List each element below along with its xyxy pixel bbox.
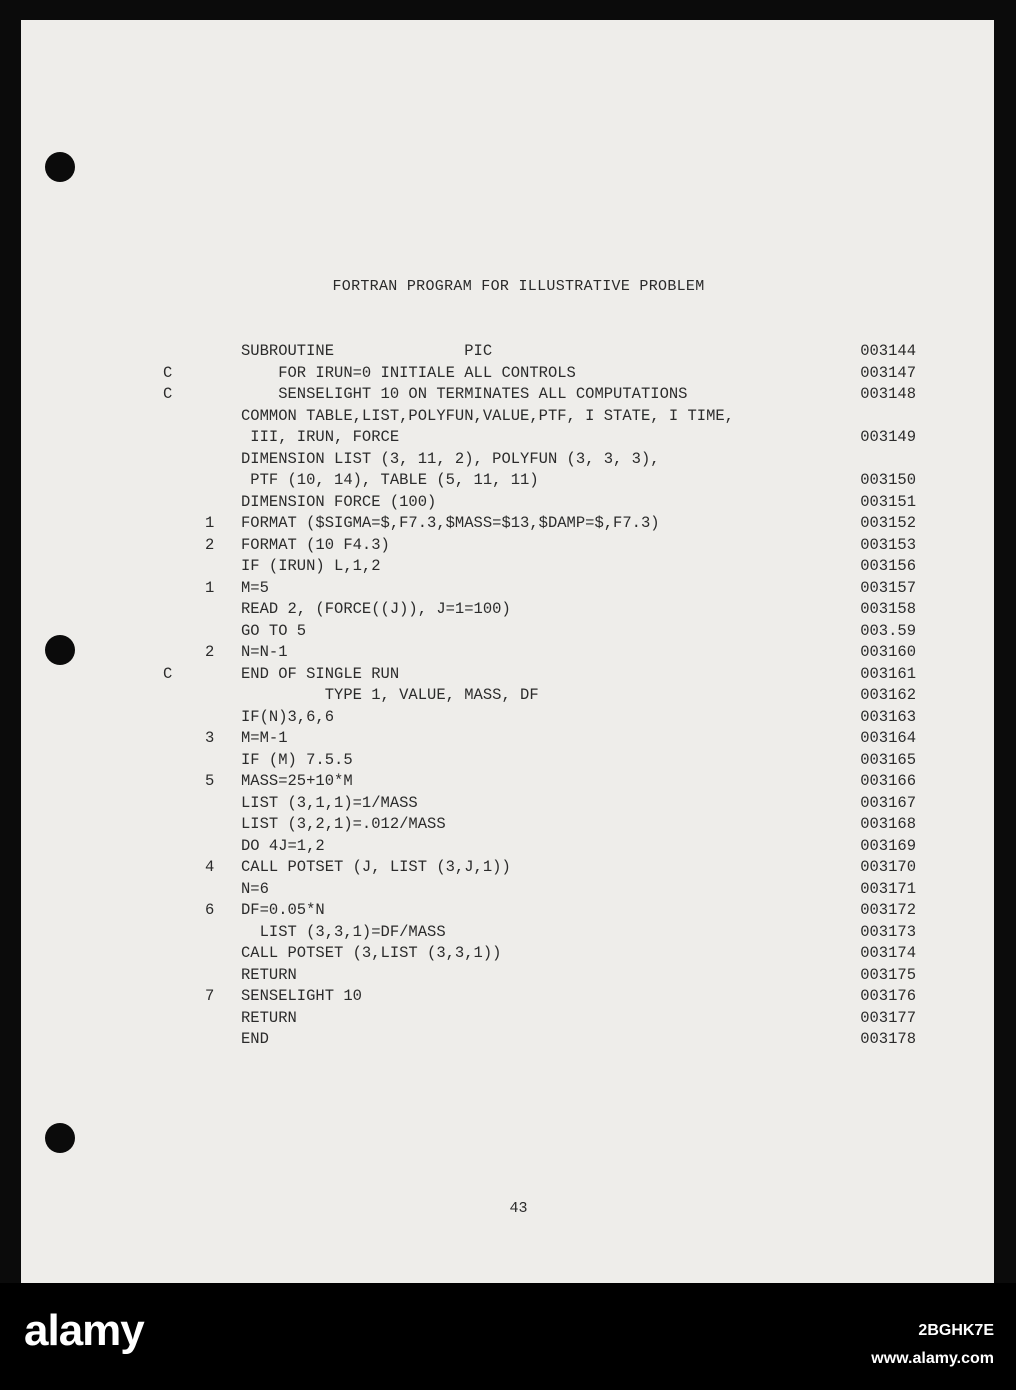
statement-text: LIST (3,3,1)=DF/MASS [241,922,446,941]
code-line [21,923,994,944]
site-url: www.alamy.com [871,1350,994,1367]
sequence-number: 003169 [860,836,916,855]
statement-text: SENSELIGHT 10 ON TERMINATES ALL COMPUTATIONS [241,385,688,403]
statement-text: DO 4J=1,2 [241,836,325,855]
code-line [21,987,994,1008]
statement-text: DIMENSION FORCE (100) [241,492,437,511]
sequence-number: 003177 [860,1008,916,1027]
statement-text: IF (IRUN) L,1,2 [241,557,381,575]
brand-logo: alamy [24,1306,144,1355]
statement-text: FOR IRUN=0 INITIALE ALL CONTROLS [241,363,576,382]
sequence-number: 003172 [860,901,916,919]
statement-text: END [241,1030,269,1048]
statement-label: 1 [205,514,215,532]
punch-hole [45,1123,75,1153]
code-line [21,643,994,664]
page-title: FORTRAN PROGRAM FOR ILLUSTRATIVE PROBLEM [332,278,705,295]
sequence-number: 003164 [860,729,916,747]
sequence-number: 003166 [860,772,916,790]
sequence-number: 003.59 [860,621,916,640]
statement-text: FORMAT ($SIGMA=$,F7.3,$MASS=$13,$DAMP=$,F7.3) [241,514,660,532]
statement-text: FORMAT (10 F4.3) [241,535,390,554]
code-line [21,944,994,965]
code-line [21,385,994,406]
statement-text: IF(N)3,6,6 [241,707,335,726]
code-line [21,686,994,707]
image-id: 2BGHK7E [918,1322,994,1339]
sequence-number: 003176 [860,987,916,1005]
sequence-number: 003170 [860,858,916,876]
code-line [21,708,994,729]
statement-label: 2 [205,643,215,661]
code-line [21,600,994,621]
code-line [21,815,994,836]
statement-text: COMMON TABLE,LIST,POLYFUN,VALUE,PTF, I STATE, I TIME, [241,406,734,425]
sequence-number: 003171 [860,879,916,898]
statement-text: M=5 [241,578,269,597]
sequence-number: 003168 [860,815,916,833]
statement-label: 2 [205,535,215,554]
sequence-number: 003157 [860,578,916,597]
watermark-bar [0,1283,1016,1390]
sequence-number: 003161 [860,664,916,683]
statement-text: LIST (3,2,1)=.012/MASS [241,815,446,833]
statement-text: RETURN [241,1008,297,1027]
code-line [21,729,994,750]
code-line [21,579,994,600]
comment-marker: C [163,664,173,683]
statement-text: PTF (10, 14), TABLE (5, 11, 11) [241,471,539,489]
sequence-number: 003175 [860,965,916,984]
sequence-number: 003163 [860,707,916,726]
sequence-number: 003152 [860,514,916,532]
code-line [21,901,994,922]
sequence-number: 003167 [860,793,916,812]
sequence-number: 003173 [860,922,916,941]
statement-text: MASS=25+10*M [241,772,353,790]
code-line [21,364,994,385]
statement-text: DIMENSION LIST (3, 11, 2), POLYFUN (3, 3, 3), [241,449,660,468]
sequence-number: 003150 [860,471,916,489]
page-number: 43 [509,1200,528,1217]
code-line [21,858,994,879]
statement-text: DF=0.05*N [241,901,325,919]
sequence-number: 003156 [860,557,916,575]
code-line [21,880,994,901]
sequence-number: 003147 [860,363,916,382]
sequence-number: 003160 [860,643,916,661]
statement-text: N=6 [241,879,269,898]
code-line [21,342,994,363]
punch-hole [45,152,75,182]
statement-text: RETURN [241,965,297,984]
statement-label: 5 [205,772,215,790]
statement-label: 7 [205,987,215,1005]
document-page [21,20,994,1283]
statement-text: III, IRUN, FORCE [241,428,400,446]
sequence-number: 003158 [860,600,916,618]
statement-text: N=N-1 [241,643,288,661]
code-line [21,493,994,514]
comment-marker: C [163,385,173,403]
statement-text: CALL POTSET (J, LIST (3,J,1)) [241,858,511,876]
code-line [21,471,994,492]
code-line [21,622,994,643]
code-line [21,966,994,987]
statement-text: SENSELIGHT 10 [241,987,362,1005]
sequence-number: 003165 [860,750,916,769]
statement-text: CALL POTSET (3,LIST (3,3,1)) [241,944,502,962]
sequence-number: 003151 [860,492,916,511]
statement-label: 4 [205,858,215,876]
statement-text: READ 2, (FORCE((J)), J=1=100) [241,600,511,618]
statement-label: 3 [205,729,215,747]
code-line [21,407,994,428]
statement-text: M=M-1 [241,729,288,747]
statement-text: GO TO 5 [241,621,307,640]
code-line [21,837,994,858]
statement-text: SUBROUTINE PIC [241,342,493,360]
code-line [21,1009,994,1030]
code-line [21,772,994,793]
statement-text: TYPE 1, VALUE, MASS, DF [241,686,539,704]
sequence-number: 003178 [860,1030,916,1048]
statement-text: END OF SINGLE RUN [241,664,400,683]
sequence-number: 003149 [860,428,916,446]
code-line [21,514,994,535]
statement-label: 6 [205,901,215,919]
code-line [21,557,994,578]
sequence-number: 003162 [860,686,916,704]
comment-marker: C [163,363,173,382]
code-line [21,450,994,471]
code-line [21,536,994,557]
statement-label: 1 [205,578,215,597]
sequence-number: 003148 [860,385,916,403]
code-line [21,665,994,686]
sequence-number: 003174 [860,944,916,962]
code-line [21,1030,994,1051]
sequence-number: 003144 [860,342,916,360]
sequence-number: 003153 [860,535,916,554]
code-line [21,428,994,449]
statement-text: LIST (3,1,1)=1/MASS [241,793,418,812]
code-line [21,794,994,815]
code-line [21,751,994,772]
statement-text: IF (M) 7.5.5 [241,750,353,769]
